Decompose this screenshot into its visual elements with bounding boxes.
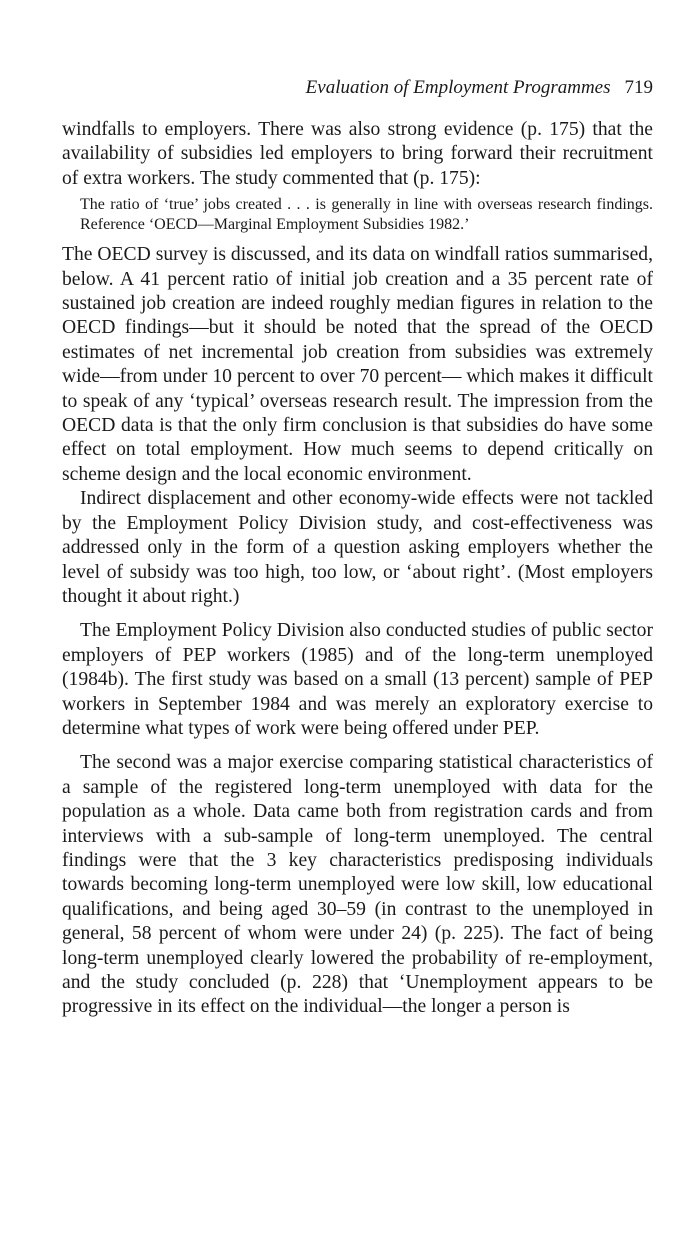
paragraph-second-study: The second was a major exercise comparing statistical characteristics of a sample of the registered long-term unemployed with data for the population as a whole. Data came both from registration cards and from interviews with a sub-sample of long-term unemployed. The central findings were that the 3 key characteristics predisposing individuals towards becoming long-term unemployed were low skill, low educational qualifications, and being aged 30–59 (in contrast to the unemployed in general, 58 percent of whom were under 24) (p. 225). The fact of being long-term unemployed clearly lowered the probability of re-employment, and the study concluded (p. 228) that ‘Unemployment appears to be progressive in its effect on the individual—the longer a person is (62, 752, 653, 1018)
running-head-title: Evaluation of Employment Programmes (305, 77, 611, 98)
paragraph-oecd-survey: The OECD survey is discussed, and its data on windfall ratios summarised, below. A 41 percent ratio of initial job creation and a 35 percent rate of sustained job creation are indeed roughly median figures in relation to the OECD findings—but it should be noted that the spread of the OECD estimates of net incremental job creation from subsidies was extremely wide—from under 10 percent to over 70 percent— which makes it difficult to speak of any ‘typical’ overseas research result. The impression from the OECD data is that the only firm conclusion is that subsidies do have some effect on total employment. How much seems to depend critically on scheme design and the local economic environment. (62, 244, 653, 485)
paragraph-indirect-displacement: Indirect displacement and other economy-wide effects were not tackled by the Employment Policy Division study, and cost-effectiveness was addressed only in the form of a question asking employers whether the level of subsidy was too high, too low, or ‘about right’. (Most employers thought it about right.) (62, 488, 653, 607)
block-quote (62, 195, 653, 235)
book-page (62, 76, 653, 1020)
running-head (62, 76, 653, 100)
block-quote-text: The ratio of ‘true’ jobs created . . . is generally in line with overseas research findings. Reference ‘OECD—Marginal Employment Subsidies 1982.’ (80, 196, 653, 234)
page-number: 719 (624, 77, 653, 98)
paragraph-employment-policy-division: The Employment Policy Division also conducted studies of public sector employers of PEP workers (1985) and of the long-term unemployed (1984b). The first study was based on a small (13 percent) sample of PEP workers in September 1984 and was merely an exploratory exercise to determine what types of work were being offered under PEP. (62, 620, 653, 739)
paragraph-continued: windfalls to employers. There was also strong evidence (p. 175) that the availability of subsidies led employers to bring forward their recruitment of extra workers. The study commented that (p. 175): (62, 119, 653, 189)
